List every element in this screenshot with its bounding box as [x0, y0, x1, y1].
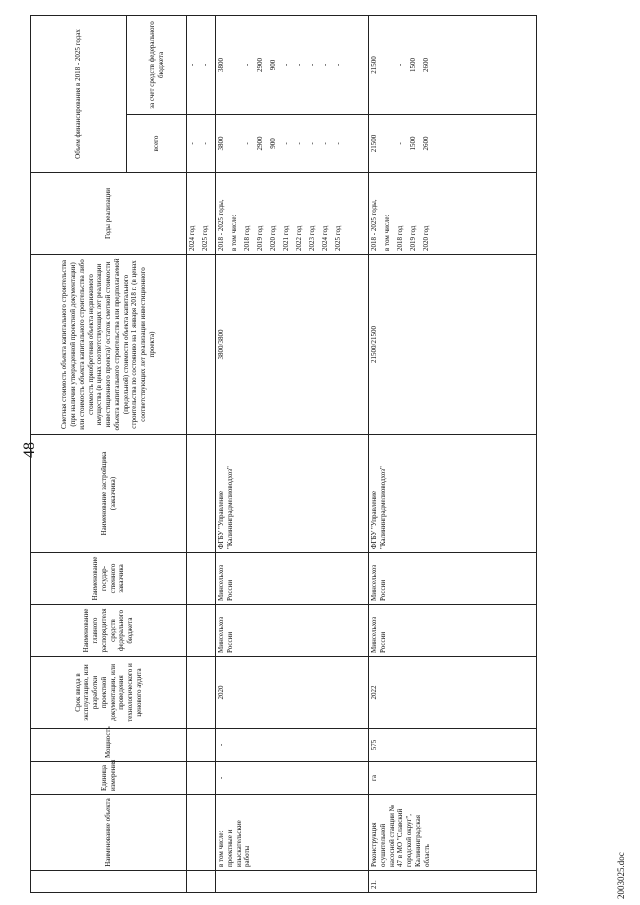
continuation-federal: - - [187, 15, 216, 114]
total-list: 3800 - 2900 900 - - - - - [216, 115, 369, 173]
years-list: 2018 - 2025 годы, в том числе: 2018 год 2019 год 2020 год [369, 173, 537, 255]
investment-table [30, 15, 537, 893]
table-row [369, 15, 537, 892]
object-name: в том числе: проектные и изыскательские работы [216, 795, 369, 871]
total-list: 21500 - 1500 2600 [369, 115, 537, 173]
header-estimated-cost: Сметная стоимость объекта капитального строительства (при наличии утвержденной проектной документации) или стоимость объекта капитального строительства либо стоимость приобретения объекта недвижимого имущества (в ценах соответствующих лет реализации инвестиционного проекта)/ остаток сметной стоимости объекта капитального строительства или предполагаемой (предельной) стоимости объекта капитального строительства по состоянию на 1 января 2018 г. (в ценах соответствующих лет реализации инвестиционного проекта) [31, 255, 187, 435]
row-number [216, 871, 369, 893]
unit: га [369, 762, 537, 795]
header-object-name: Наименование объекта [31, 795, 187, 871]
header-funding-group: Объем финансирования в 2018 - 2025 годах [31, 15, 127, 172]
federal-list: 21500 - 1500 2600 [369, 15, 537, 114]
developer: ФГБУ "Управление "Калининградмелиоводхоз" [216, 435, 369, 553]
capacity: 575 [369, 729, 537, 762]
header-federal: за счет средств федерального бюджета [127, 15, 187, 114]
header-number [31, 871, 187, 893]
header-unit: Единица измерения [31, 762, 187, 795]
header-row [31, 15, 127, 892]
table-row [216, 15, 369, 892]
developer: ФГБУ "Управление "Калининградмелиоводхоз" [369, 435, 537, 553]
commissioning: 2022 [369, 657, 537, 729]
years-list: 2018 - 2025 годы, в том числе: 2018 год 2019 год 2020 год 2021 год 2022 год 2023 год 2024 год 2025 год [216, 173, 369, 255]
unit: - [216, 762, 369, 795]
row-number: 21. [369, 871, 537, 893]
header-total: всего [127, 115, 187, 173]
main-manager: Минсельхоз России [216, 605, 369, 657]
object-name: Реконструкция осушительной насосной станции № 47 в МО "Славский городской округ", Калининградская область [369, 795, 537, 871]
header-state-customer: Наименование государ- ственного заказчика [31, 553, 187, 605]
continuation-years: 2024 год 2025 год [187, 173, 216, 255]
federal-list: 3800 - 2900 900 - - - - - [216, 15, 369, 114]
commissioning: 2020 [216, 657, 369, 729]
header-capacity: Мощность [31, 729, 187, 762]
continuation-row [187, 15, 216, 892]
state-customer: Минсельхоз России [369, 553, 537, 605]
header-developer: Наименование застройщика (заказчика) [31, 435, 187, 553]
estimated-cost: 3800/3800 [216, 255, 369, 435]
header-main-manager: Наименование главного распорядителя средств федерального бюджета [31, 605, 187, 657]
continuation-total: - - [187, 115, 216, 173]
main-manager: Минсельхоз России [369, 605, 537, 657]
page-number: 48 [21, 442, 38, 458]
capacity: - [216, 729, 369, 762]
header-commissioning: Срок ввода в эксплуатацию, или разработки проектной документации, или проведения технологического и ценового аудита [31, 657, 187, 729]
state-customer: Минсельхоз России [216, 553, 369, 605]
estimated-cost: 21500/21500 [369, 255, 537, 435]
footer-filename: 2003025.doc [616, 852, 626, 899]
header-years: Годы реализации [31, 173, 187, 255]
